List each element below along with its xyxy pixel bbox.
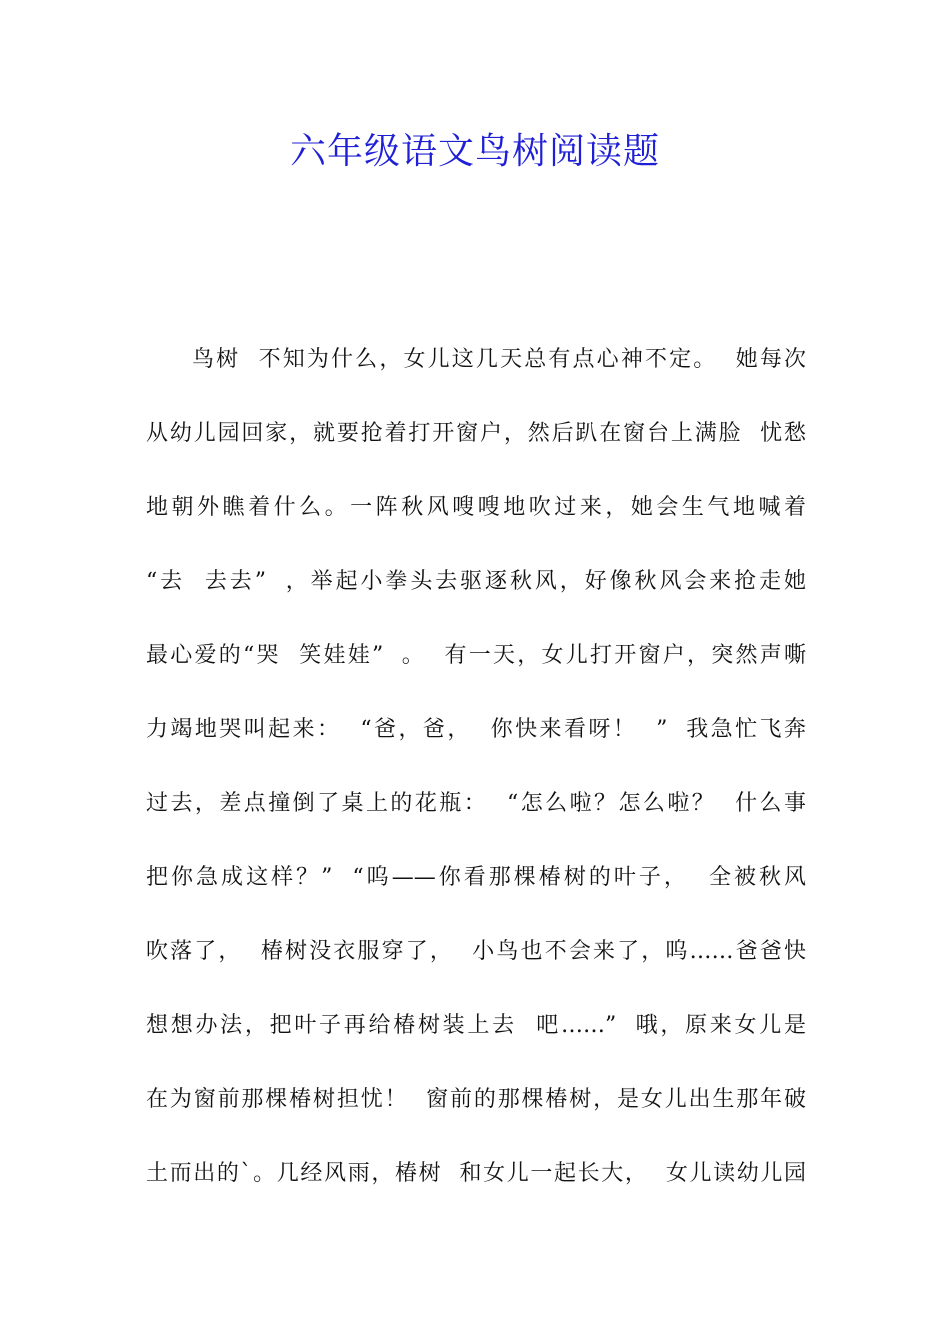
text-line: 吹落了， 椿树没衣服穿了， 小鸟也不会来了，呜……爸爸快	[146, 939, 806, 964]
text-line: 想想办法，把叶子再给椿树装上去 吧……” 哦，原来女儿是	[146, 1013, 806, 1038]
text-line: 最心爱的“哭 笑娃娃” 。 有一天，女儿打开窗户，突然声嘶	[146, 643, 806, 668]
text-line: 土而出的`。几经风雨，椿树 和女儿一起长大， 女儿读幼儿园	[146, 1161, 806, 1186]
text-line: 地朝外瞧着什么。一阵秋风嗖嗖地吹过来，她会生气地喊着	[146, 495, 806, 520]
text-line: 从幼儿园回家，就要抢着打开窗户，然后趴在窗台上满脸 忧愁	[146, 421, 806, 446]
text-line: 鸟树 不知为什么，女儿这几天总有点心神不定。 她每次	[192, 347, 806, 372]
document-title: 六年级语文鸟树阅读题	[289, 131, 660, 172]
body-text	[146, 340, 806, 1228]
text-line: 把你急成这样？” “呜——你看那棵椿树的叶子， 全被秋风	[146, 865, 806, 890]
text-line: 在为窗前那棵椿树担忧！ 窗前的那棵椿树，是女儿出生那年破	[146, 1087, 806, 1112]
text-line: “去 去去” ，举起小拳头去驱逐秋风，好像秋风会来抢走她	[146, 569, 806, 594]
text-line: 力竭地哭叫起来： “爸，爸， 你快来看呀！ ” 我急忙飞奔	[146, 717, 806, 742]
text-line: 过去，差点撞倒了桌上的花瓶： “怎么啦？怎么啦？ 什么事	[146, 791, 806, 816]
